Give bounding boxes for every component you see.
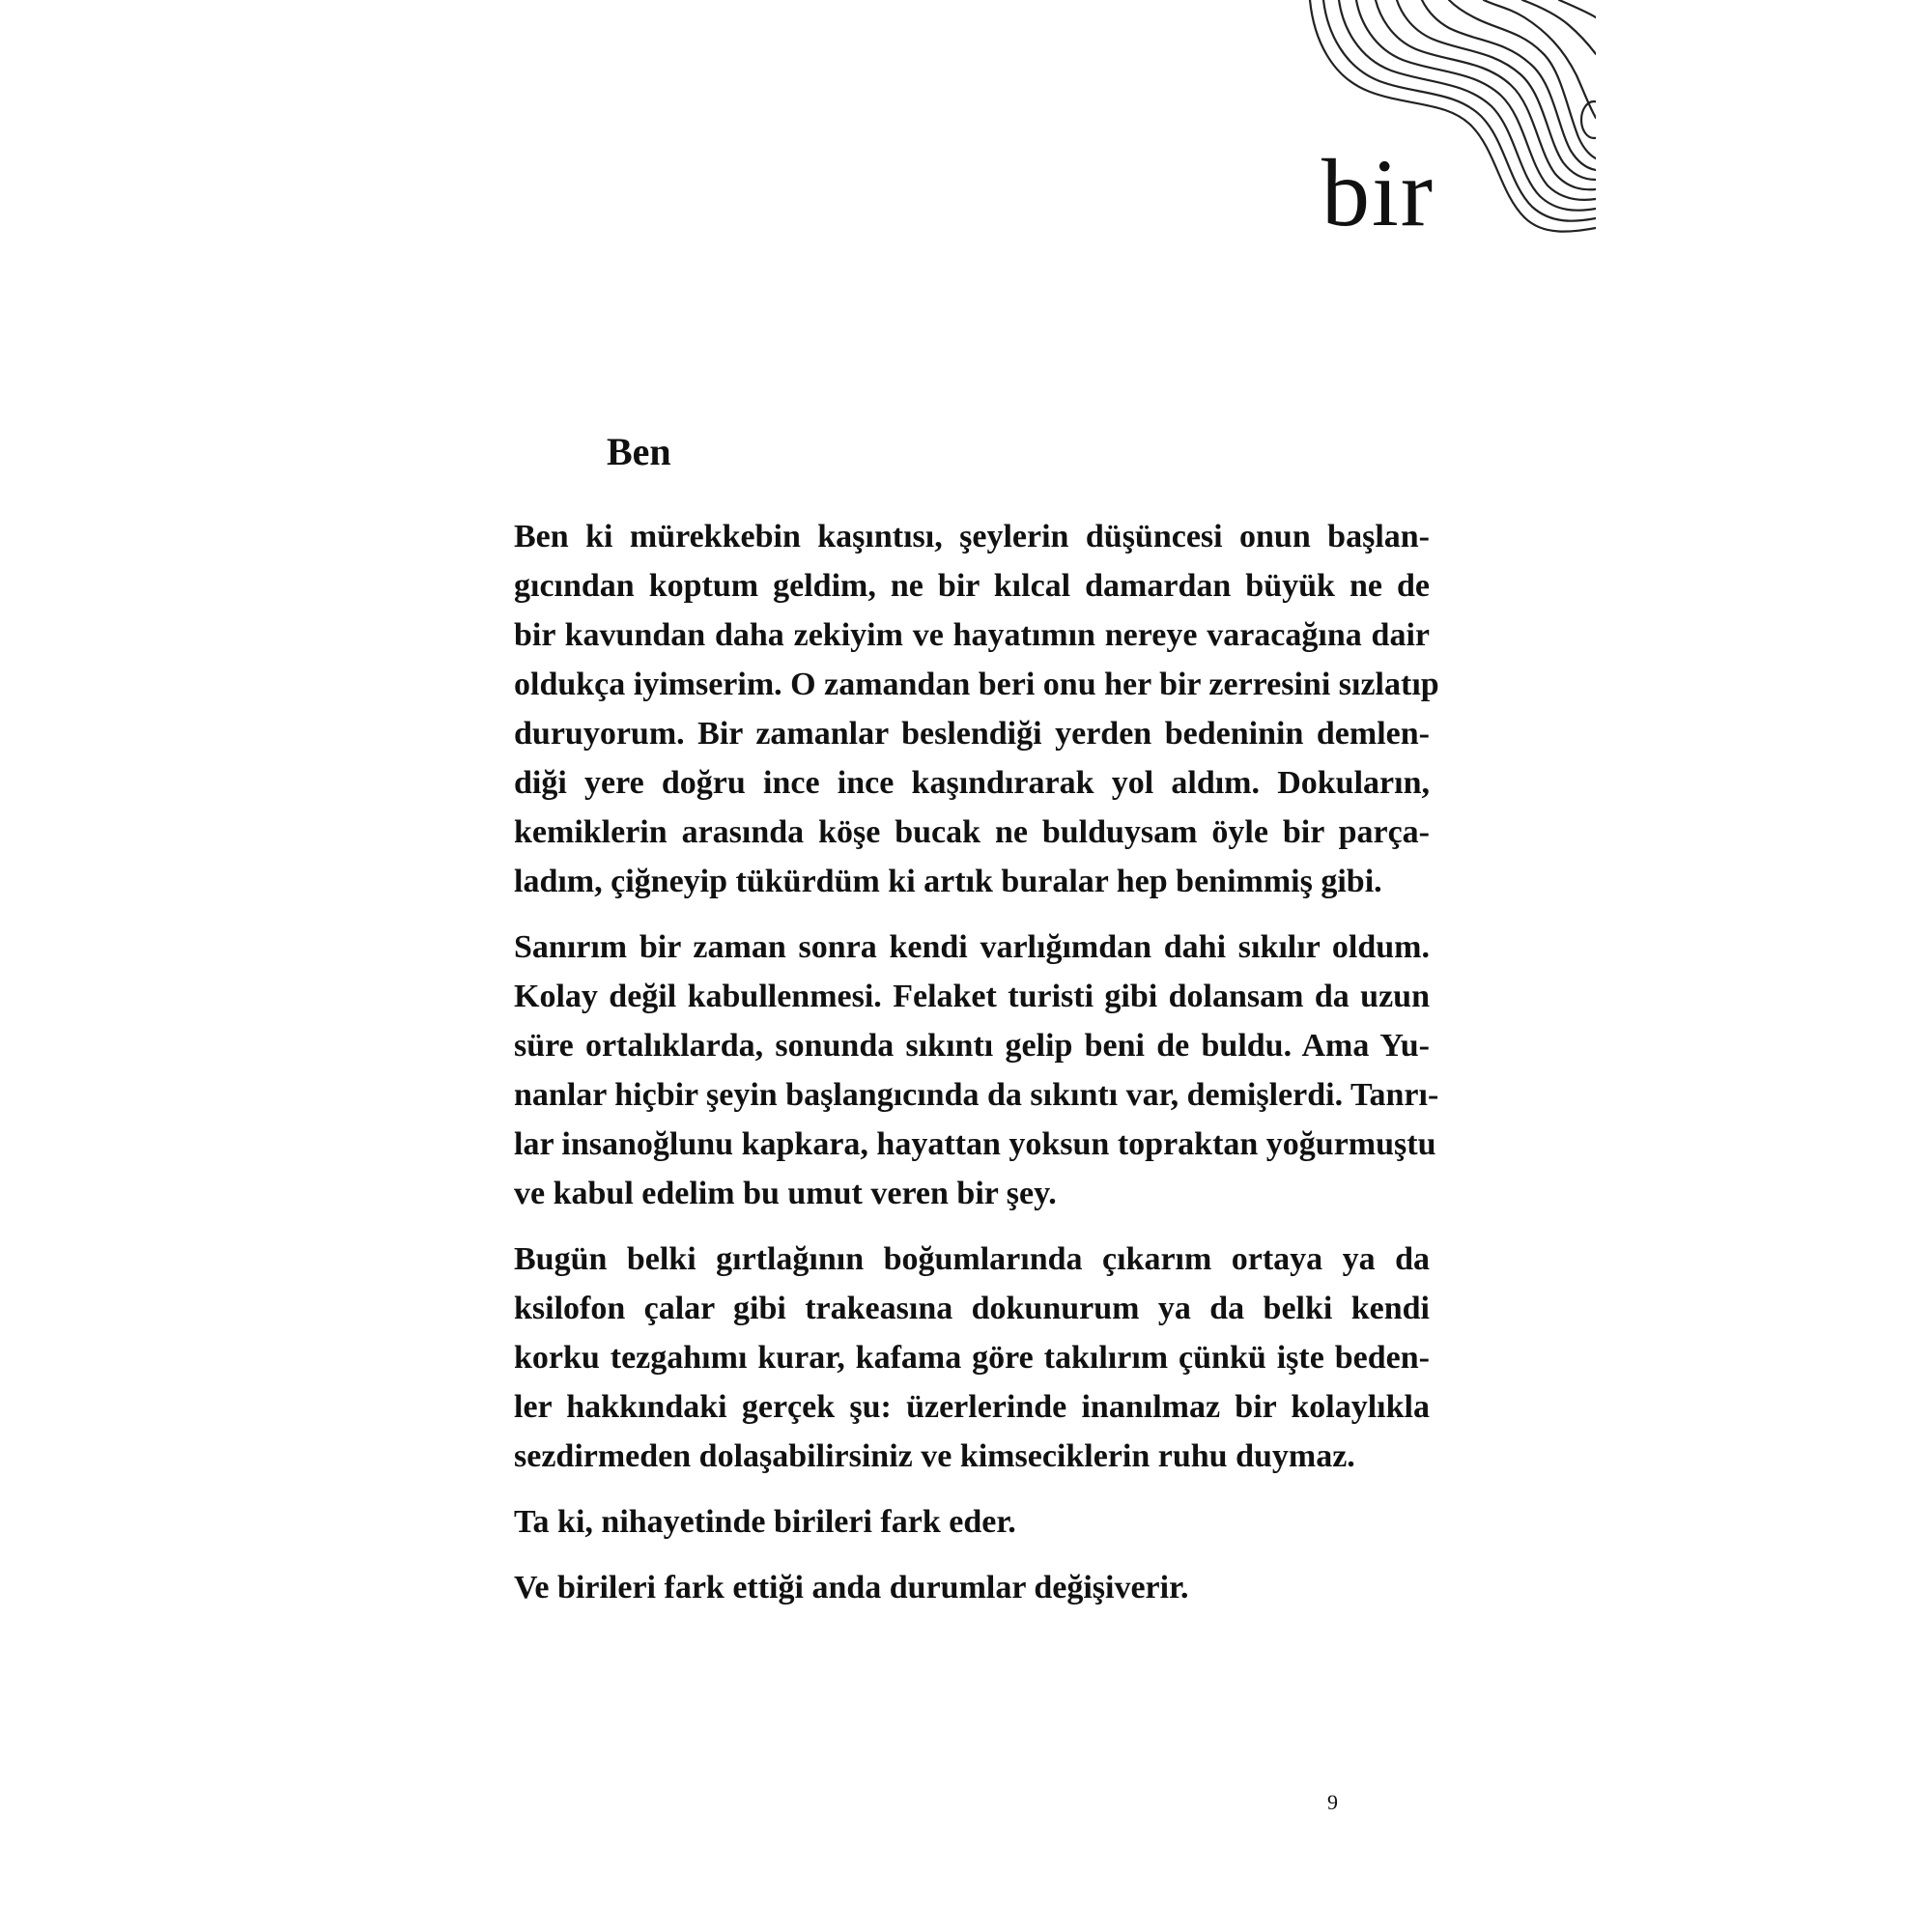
text-line: Kolay değil kabullenmesi. Felaket turisti gibi dolansam da uzun bbox=[514, 979, 1430, 1014]
text-line: Ta ki, nihayetinde birileri fark eder. bbox=[514, 1504, 1016, 1540]
text-line: diği yere doğru ince ince kaşındırarak yol aldım. Dokuların, bbox=[514, 765, 1430, 801]
text-line: ksilofon çalar gibi trakeasına dokunurum ya da belki kendi bbox=[514, 1291, 1430, 1326]
text-line: duruyorum. Bir zamanlar beslendiği yerden bedeninin demlen- bbox=[514, 716, 1430, 752]
chapter-heading: bir bbox=[1321, 139, 1435, 246]
text-line: ler hakkındaki gerçek şu: üzerlerinde inanılmaz bir kolaylıkla bbox=[514, 1389, 1430, 1425]
text-line: oldukça iyimserim. O zamandan beri onu her bir zerresini sızlatıp bbox=[514, 667, 1439, 702]
paragraph bbox=[514, 1235, 1430, 1481]
text-line: Bugün belki gırtlağının boğumlarında çıkarım ortaya ya da bbox=[514, 1241, 1430, 1277]
paragraph bbox=[514, 512, 1439, 906]
body-text bbox=[514, 512, 1439, 1629]
text-line: korku tezgahımı kurar, kafama göre takılırım çünkü işte beden- bbox=[514, 1340, 1430, 1376]
section-title: Ben bbox=[607, 430, 671, 473]
text-line: lar insanoğlunu kapkara, hayattan yoksun topraktan yoğurmuştu bbox=[514, 1126, 1436, 1162]
paragraph bbox=[514, 1563, 1430, 1612]
text-line: Sanırım bir zaman sonra kendi varlığımdan dahi sıkılır oldum. bbox=[514, 929, 1430, 965]
text-line: ve kabul edelim bu umut veren bir şey. bbox=[514, 1176, 1057, 1211]
text-line: süre ortalıklarda, sonunda sıkıntı gelip beni de buldu. Ama Yu- bbox=[514, 1028, 1430, 1064]
text-line: kemiklerin arasında köşe bucak ne bulduysam öyle bir parça- bbox=[514, 814, 1430, 850]
paragraph bbox=[514, 1497, 1430, 1547]
text-line: Ben ki mürekkebin kaşıntısı, şeylerin düşüncesi onun başlan- bbox=[514, 519, 1430, 554]
text-line: bir kavundan daha zekiyim ve hayatımın nereye varacağına dair bbox=[514, 617, 1430, 653]
text-line: nanlar hiçbir şeyin başlangıcında da sıkıntı var, demişlerdi. Tanrı- bbox=[514, 1077, 1439, 1113]
text-line: ladım, çiğneyip tükürdüm ki artık buralar hep benimmiş gibi. bbox=[514, 864, 1382, 899]
text-line: sezdirmeden dolaşabilirsiniz ve kimseciklerin ruhu duymaz. bbox=[514, 1438, 1355, 1474]
text-line: gıcından koptum geldim, ne bir kılcal damardan büyük ne de bbox=[514, 568, 1430, 604]
page-number: 9 bbox=[1327, 1790, 1338, 1814]
text-line: Ve birileri fark ettiği anda durumlar değişiverir. bbox=[514, 1570, 1189, 1605]
paragraph bbox=[514, 923, 1439, 1218]
